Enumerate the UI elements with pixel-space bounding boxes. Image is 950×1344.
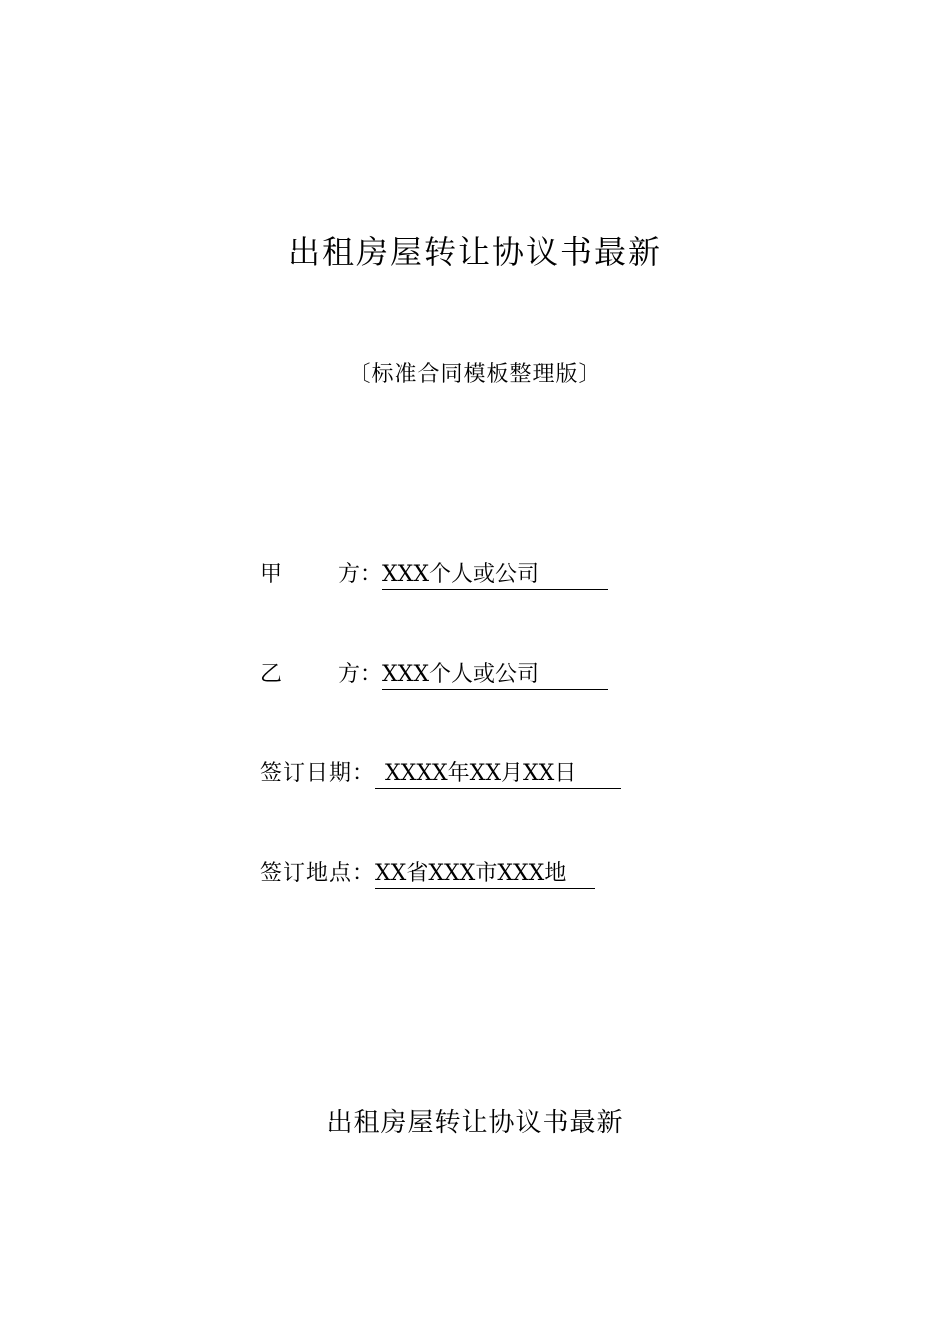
signing-date-value: XXXX年XX月XX日 bbox=[375, 760, 621, 789]
signing-place-value: XX省XXX市XXX地 bbox=[375, 860, 595, 889]
signing-date-label: 签订日期： bbox=[260, 761, 376, 786]
document-subtitle: 〔标准合同模板整理版〕 bbox=[348, 362, 602, 387]
party-b-label-last: 方： bbox=[338, 662, 383, 687]
party-b-label-first: 乙 bbox=[260, 662, 283, 687]
signing-place-row bbox=[260, 857, 595, 891]
document-footer-title: 出租房屋转让协议书最新 bbox=[326, 1108, 624, 1138]
party-a-value: XXX个人或公司 bbox=[382, 561, 608, 590]
party-b-row bbox=[260, 658, 608, 692]
party-b-value: XXX个人或公司 bbox=[382, 661, 608, 690]
signing-date-row bbox=[260, 757, 621, 791]
party-a-label-last: 方： bbox=[338, 562, 383, 587]
signing-place-label: 签订地点： bbox=[260, 861, 376, 886]
party-a-label-first: 甲 bbox=[260, 562, 283, 587]
document-title: 出租房屋转让协议书最新 bbox=[287, 233, 662, 271]
party-a-row bbox=[260, 558, 608, 592]
